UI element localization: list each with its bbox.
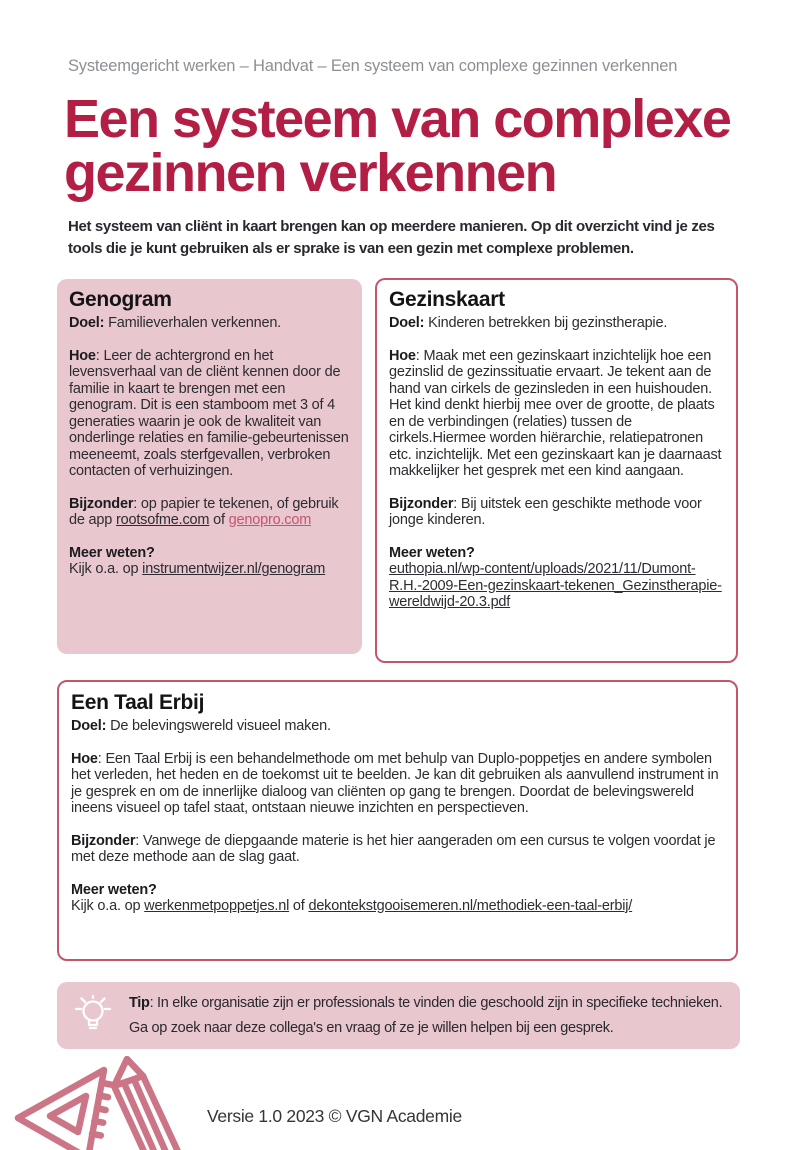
meer-text: Kijk o.a. op bbox=[69, 561, 143, 577]
card-taal-hoe bbox=[71, 751, 724, 817]
lightbulb-icon bbox=[74, 995, 112, 1037]
card-genogram-hoe bbox=[69, 348, 350, 480]
card-gezinskaart bbox=[375, 278, 738, 663]
set-square-pencil-logo bbox=[8, 1056, 213, 1150]
meer-weten-label: Meer weten? bbox=[71, 881, 157, 898]
breadcrumb: Systeemgericht werken – Handvat – Een systeem van complexe gezinnen verkennen bbox=[68, 57, 678, 75]
link-genopro[interactable]: genopro.com bbox=[228, 512, 312, 528]
card-genogram bbox=[57, 279, 362, 654]
hoe-text: : Maak met een gezinskaart inzichtelijk hoe een gezinslid de gezinssituatie ervaart. Je tekent aan de hand van cirkels de gezinsleden in een huishouden. Het kind denkt hierbij mee over de grootte, de plaats en de verbindingen (relaties) tussen de cirkels.Hiermee worden hiërarchie, relatiepatronen etc. inzichtelijk. Met een gezinskaart kan je daarnaast makkelijker het gesprek met een kind aangaan. bbox=[389, 347, 722, 479]
link-rootsofme[interactable]: rootsofme.com bbox=[115, 512, 210, 528]
bijzonder-label: Bijzonder bbox=[69, 495, 134, 512]
bijzonder-text: : Bij uitstek een geschikte methode voor jonge kinderen. bbox=[389, 495, 702, 528]
tip-box bbox=[57, 982, 740, 1049]
tip-label: Tip bbox=[129, 994, 150, 1011]
doel-text: Familieverhalen verkennen. bbox=[104, 315, 282, 331]
card-gezinskaart-bijzonder bbox=[389, 496, 724, 529]
intro-paragraph: Het systeem van cliënt in kaart brengen kan op meerdere manieren. Op dit overzicht vind je zes tools die je kunt gebruiken als er sprake is van een gezin met complexe problemen. bbox=[68, 218, 715, 257]
card-genogram-bijzonder bbox=[69, 496, 350, 529]
card-gezinskaart-meer bbox=[389, 545, 724, 611]
page-title: Een systeem van complexe gezinnen verkennen bbox=[64, 89, 731, 203]
bijzonder-text: : Vanwege de diepgaande materie is het hier aangeraden om een cursus te volgen voordat je met deze methode aan de slag gaat. bbox=[71, 832, 716, 865]
card-taal-bijzonder bbox=[71, 833, 724, 866]
hoe-label: Hoe bbox=[71, 750, 98, 767]
tip-text bbox=[129, 991, 740, 1041]
card-genogram-meer bbox=[69, 545, 350, 578]
hoe-text: : Leer de achtergrond en het levensverhaal van de cliënt kennen door de familie in kaart te brengen met een genogram. Dit is een stamboom met 3 of 4 generaties waarin je ook de kwaliteit van onderlinge relaties en familie-gebeurtenissen meeneemt, zoals sterfgevallen, verbroken contacten of verhuizingen. bbox=[69, 347, 349, 479]
link-dekontekst[interactable]: dekontekstgooisemeren.nl/methodiek-een-taal-erbij/ bbox=[308, 898, 633, 914]
meer-weten-label: Meer weten? bbox=[69, 544, 155, 561]
hoe-text: : Een Taal Erbij is een behandelmethode om met behulp van Duplo-poppetjes en andere symbolen het verleden, het heden en de toekomst uit te beelden. Je kan dit gebruiken als aanvullend instrument in je gesprek en om de innerlijke dialoog van cliënten op gang te brengen. Doordat de belevingswereld ineens visueel op tafel staat, ontstaan nieuwe inzichten en perspectieven. bbox=[71, 750, 719, 816]
card-gezinskaart-title: Gezinskaart bbox=[389, 288, 505, 311]
bijzonder-label: Bijzonder bbox=[71, 832, 136, 849]
doel-label: Doel: bbox=[71, 718, 107, 734]
card-taal-meer bbox=[71, 882, 724, 915]
hoe-label: Hoe bbox=[69, 347, 96, 364]
doel-text: De belevingswereld visueel maken. bbox=[106, 718, 331, 734]
bijzonder-label: Bijzonder bbox=[389, 495, 454, 512]
card-taal-doel bbox=[71, 718, 724, 735]
meer-text-mid: of bbox=[289, 898, 309, 914]
doel-label: Doel: bbox=[389, 315, 425, 331]
card-genogram-doel bbox=[69, 315, 350, 332]
link-werkenmetpoppetjes[interactable]: werkenmetpoppetjes.nl bbox=[144, 898, 290, 914]
bijzonder-text-mid: of bbox=[209, 512, 229, 528]
link-euthopia-pdf[interactable]: euthopia.nl/wp-content/uploads/2021/11/Dumont-R.H.-2009-Een-gezinskaart-tekenen_Gezinstherapie-wereldwijd-20.3.pdf bbox=[389, 561, 722, 610]
tip-body: : In elke organisatie zijn er professionals te vinden die geschoold zijn in specifieke technieken. Ga op zoek naar deze collega's en vraag of ze je willen helpen bij een gesprek. bbox=[129, 994, 723, 1036]
version-text: Versie 1.0 2023 © VGN Academie bbox=[207, 1106, 462, 1126]
card-een-taal-erbij bbox=[57, 680, 738, 961]
doel-text: Kinderen betrekken bij gezinstherapie. bbox=[424, 315, 668, 331]
card-gezinskaart-doel bbox=[389, 315, 724, 332]
meer-text: Kijk o.a. op bbox=[71, 898, 145, 914]
card-genogram-title: Genogram bbox=[69, 288, 172, 311]
card-gezinskaart-hoe bbox=[389, 348, 724, 480]
meer-weten-label: Meer weten? bbox=[389, 544, 475, 561]
link-instrumentwijzer[interactable]: instrumentwijzer.nl/genogram bbox=[142, 561, 326, 577]
doel-label: Doel: bbox=[69, 315, 105, 331]
card-taal-title: Een Taal Erbij bbox=[71, 691, 205, 714]
hoe-label: Hoe bbox=[389, 347, 416, 364]
bijzonder-text: : op papier te tekenen, of gebruik de app bbox=[69, 495, 339, 528]
